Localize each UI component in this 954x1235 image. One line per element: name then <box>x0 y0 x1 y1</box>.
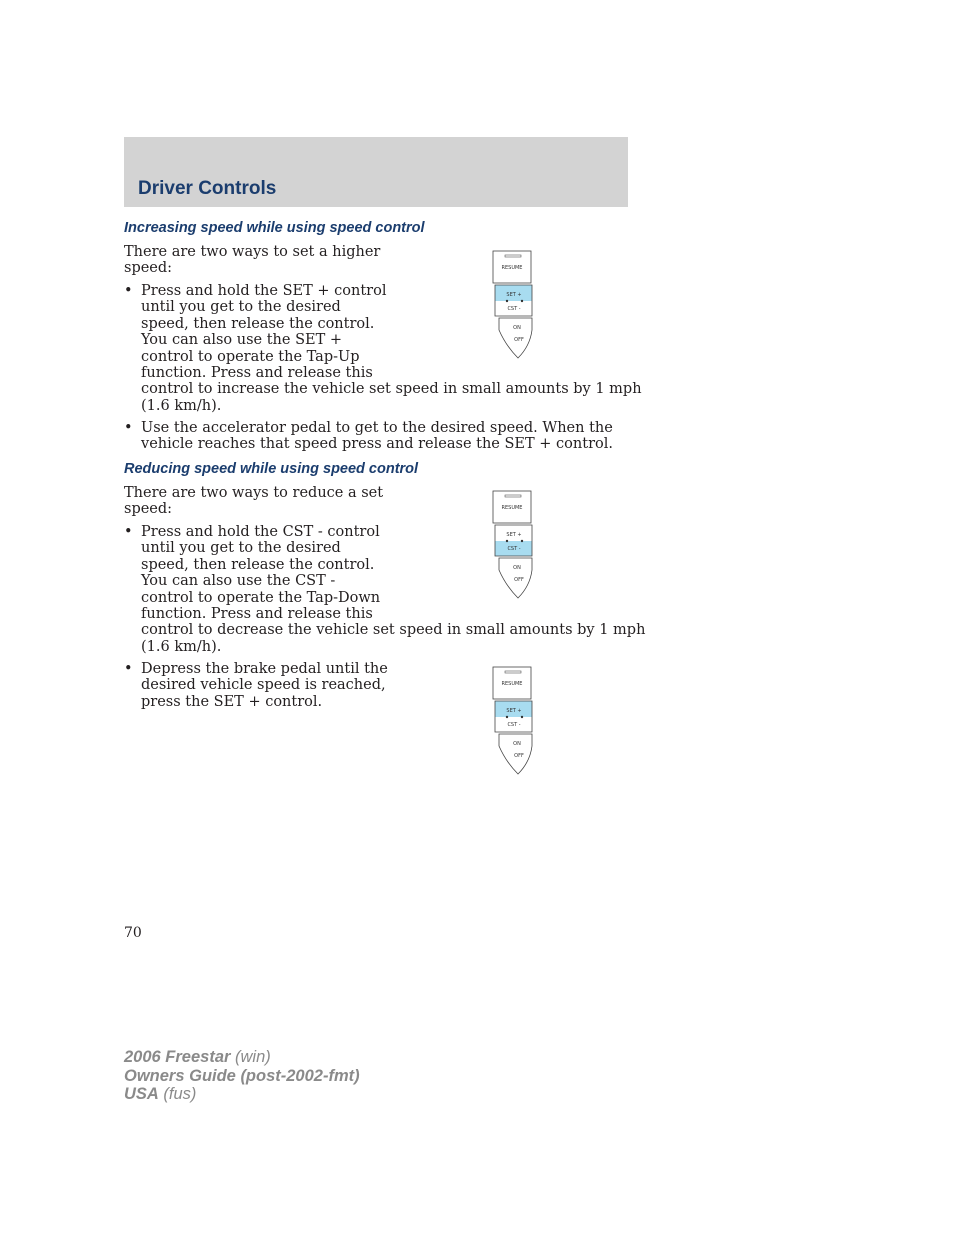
intro-increase: There are two ways to set a higher speed: <box>124 244 381 277</box>
dot-icon <box>521 716 523 718</box>
bullet-cst-hold: Press and hold the CST - control until you get to the desired speed, then release the control. You can also use the CST - control to operate the Tap-Down function. Press and release this control to decrease the vehicle set speed in small amounts by 1 mph (1.6 km/h). <box>141 524 646 655</box>
off-label: OFF <box>514 577 524 583</box>
cst-label: CST - <box>507 306 521 312</box>
bullet-accelerator: Use the accelerator pedal to get to the desired speed. When the vehicle reaches that speed press and release the SET + control. <box>141 420 613 453</box>
off-label: OFF <box>514 753 524 759</box>
header-band <box>124 137 628 207</box>
cst-label: CST - <box>507 546 521 552</box>
set-label: SET + <box>506 708 522 714</box>
heading-increasing-speed: Increasing speed while using speed control <box>124 220 425 236</box>
bullet-symbol: • <box>124 283 133 299</box>
bullet-symbol: • <box>124 661 133 677</box>
set-label: SET + <box>506 532 522 538</box>
intro-reduce: There are two ways to reduce a set speed: <box>124 485 384 518</box>
heading-reducing-speed: Reducing speed while using speed control <box>124 461 419 477</box>
resume-label: RESUME <box>501 505 523 511</box>
bullet-symbol: • <box>124 420 133 436</box>
footer <box>124 1048 360 1104</box>
on-label: ON <box>513 565 521 571</box>
speed-control-illustration-set <box>490 250 536 360</box>
on-label: ON <box>513 325 521 331</box>
dot-icon <box>506 540 508 542</box>
footer-line-model: 2006 Freestar (win) <box>124 1048 271 1066</box>
section-title: Driver Controls <box>138 178 277 199</box>
bullet-symbol: • <box>124 524 133 540</box>
footer-line-guide: Owners Guide (post-2002-fmt) <box>124 1066 360 1085</box>
speed-control-illustration-cst <box>490 490 536 600</box>
on-label: ON <box>513 741 521 747</box>
page-number: 70 <box>124 925 142 941</box>
cst-label: CST - <box>507 722 521 728</box>
off-label: OFF <box>514 337 524 343</box>
bullet-brake: Depress the brake pedal until the desired vehicle speed is reached, press the SET + control. <box>141 661 388 710</box>
dot-icon <box>521 540 523 542</box>
dot-icon <box>506 716 508 718</box>
set-label: SET + <box>506 292 522 298</box>
resume-label: RESUME <box>501 265 523 271</box>
resume-label: RESUME <box>501 681 523 687</box>
speed-control-illustration-set-brake <box>490 666 536 776</box>
footer-line-market: USA (fus) <box>124 1085 197 1103</box>
dot-icon <box>506 300 508 302</box>
bullet-set-hold: Press and hold the SET + control until you get to the desired speed, then release the control. You can also use the SET + control to operate the Tap-Up function. Press and release this control to increase the vehicle set speed in small amounts by 1 mph (1.6 km/h). <box>141 283 642 414</box>
dot-icon <box>521 300 523 302</box>
